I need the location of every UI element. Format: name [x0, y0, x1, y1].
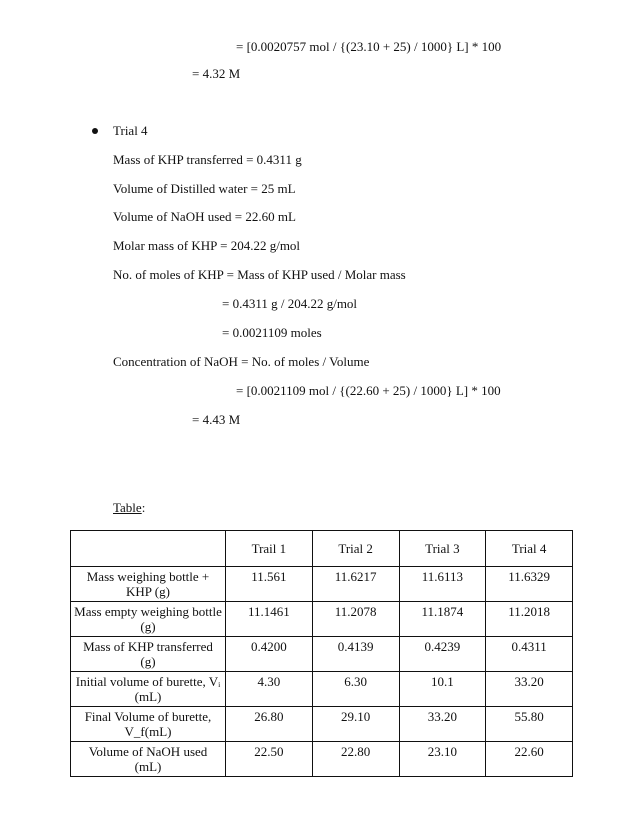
table-cell: 55.80 — [486, 707, 573, 742]
table-cell: 22.80 — [312, 742, 399, 777]
table-row — [71, 602, 573, 637]
table-caption-label: Table — [113, 500, 142, 515]
table-cell: 0.4239 — [399, 637, 486, 672]
table-caption-colon: : — [141, 500, 146, 515]
trial4-moles-result: = 0.0021109 moles — [222, 325, 322, 340]
table-header-cell: Trial 4 — [486, 531, 573, 567]
trial4-heading: Trial 4 — [113, 123, 148, 138]
trial4-molar-mass: Molar mass of KHP = 204.22 g/mol — [113, 238, 301, 253]
table-row — [71, 707, 573, 742]
table-cell: 11.2018 — [486, 602, 573, 637]
table-cell: 23.10 — [399, 742, 486, 777]
table-cell: 22.60 — [486, 742, 573, 777]
table-cell: 11.1874 — [399, 602, 486, 637]
table-cell: 22.50 — [226, 742, 313, 777]
trial4-moles-formula: No. of moles of KHP = Mass of KHP used / Molar mass — [113, 267, 406, 282]
table-header-row — [71, 531, 573, 567]
trial4-volume-naoh: Volume of NaOH used = 22.60 mL — [113, 209, 296, 224]
row-label: Volume of NaOH used (mL) — [71, 742, 226, 777]
table-row — [71, 672, 573, 707]
table-cell: 11.6217 — [312, 567, 399, 602]
table-header-cell: Trial 3 — [399, 531, 486, 567]
row-label: Initial volume of burette, Vᵢ (mL) — [71, 672, 226, 707]
row-label: Final Volume of burette, V_f(mL) — [71, 707, 226, 742]
table-cell: 11.6113 — [399, 567, 486, 602]
table-header-cell: Trail 1 — [226, 531, 313, 567]
table-cell: 26.80 — [226, 707, 313, 742]
table-cell: 11.2078 — [312, 602, 399, 637]
trial4-concentration-expression: = [0.0021109 mol / {(22.60 + 25) / 1000} L] * 100 — [236, 383, 501, 398]
table-caption — [113, 500, 145, 516]
trial4-concentration-formula: Concentration of NaOH = No. of moles / Volume — [113, 354, 370, 369]
titration-data-table — [70, 530, 573, 777]
table-cell: 4.30 — [226, 672, 313, 707]
table-cell: 11.1461 — [226, 602, 313, 637]
table-header-cell: Trial 2 — [312, 531, 399, 567]
trial4-concentration-result: = 4.43 M — [192, 412, 241, 427]
table-cell: 0.4311 — [486, 637, 573, 672]
trial4-moles-step: = 0.4311 g / 204.22 g/mol — [222, 296, 358, 311]
table-cell: 11.6329 — [486, 567, 573, 602]
bullet-icon — [92, 128, 98, 134]
row-label: Mass weighing bottle + KHP (g) — [71, 567, 226, 602]
trial3-concentration-result: = 4.32 M — [192, 66, 241, 81]
table-header-cell — [71, 531, 226, 567]
table-row — [71, 742, 573, 777]
table-cell: 29.10 — [312, 707, 399, 742]
table-cell: 0.4200 — [226, 637, 313, 672]
table-row — [71, 567, 573, 602]
table-row — [71, 637, 573, 672]
table-cell: 6.30 — [312, 672, 399, 707]
table-cell: 33.20 — [399, 707, 486, 742]
table-cell: 33.20 — [486, 672, 573, 707]
row-label: Mass of KHP transferred (g) — [71, 637, 226, 672]
table-cell: 0.4139 — [312, 637, 399, 672]
row-label: Mass empty weighing bottle (g) — [71, 602, 226, 637]
trial3-concentration-expression: = [0.0020757 mol / {(23.10 + 25) / 1000} L] * 100 — [236, 39, 502, 54]
trial4-mass-khp: Mass of KHP transferred = 0.4311 g — [113, 152, 302, 167]
trial4-volume-water: Volume of Distilled water = 25 mL — [113, 181, 296, 196]
table-cell: 10.1 — [399, 672, 486, 707]
table-cell: 11.561 — [226, 567, 313, 602]
